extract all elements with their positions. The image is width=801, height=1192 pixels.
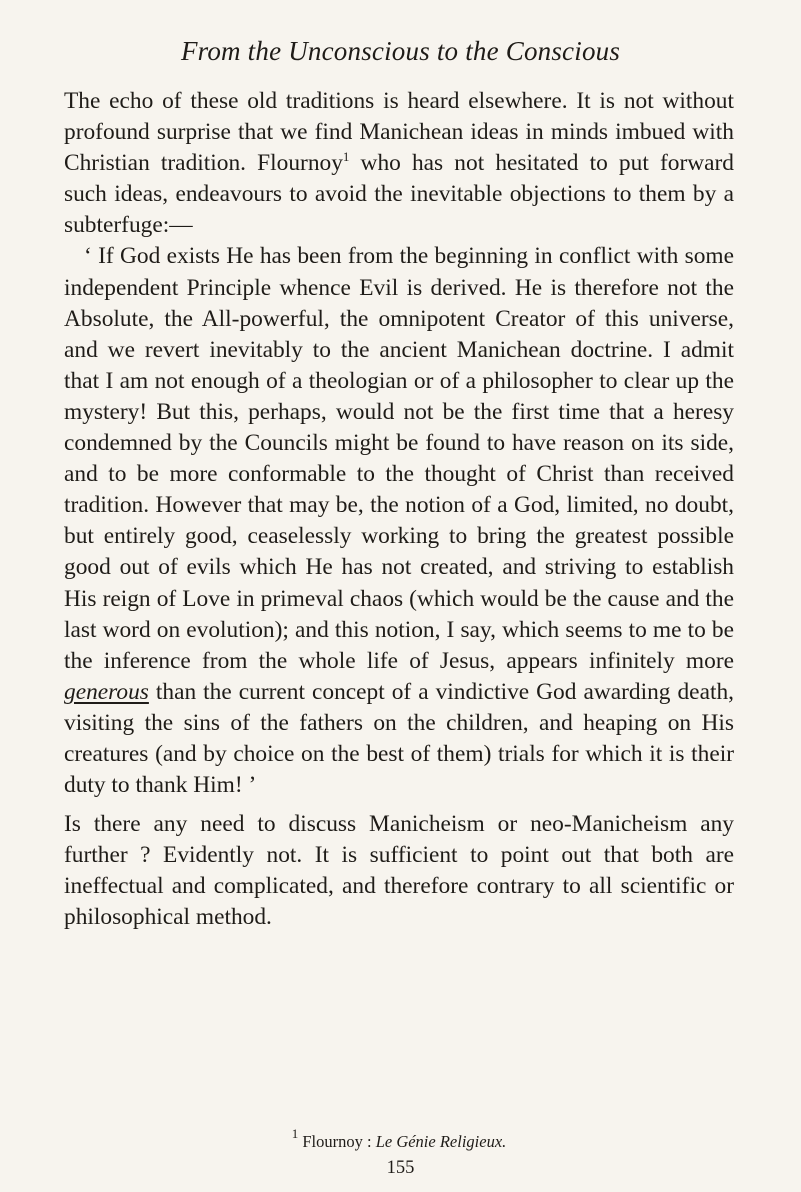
quotation-text-a: ‘ If God exists He has been from the beginning in conflict with some independent Principle whence Evil is derived. He is therefore not the Absolute, the All-powerful, the omnipotent Creator of this universe, and we revert inevitably to the ancient Manichean doctrine. I admit that I am not enough of a theologian or of a philosopher to clear up the mystery! But this, perhaps, would not be the first time that a heresy condemned by the Councils might be found to have reason on its side, and to be more conformable to the thought of Christ than received tradition. However that may be, the notion of a God, limited, no doubt, but entirely good, ceaselessly working to bring the greatest possible good out of evils which He has not created, and striving to establish His reign of Love in primeval chaos (which would be the cause and the last word on evolution); and this notion, I say, which seems to me to be the inference from the whole life of Jesus, appears infinitely more (64, 243, 734, 674)
page-number: 155 (386, 1158, 415, 1178)
paragraph-1 (64, 86, 734, 241)
footnote-reference: 1 (342, 149, 350, 165)
paragraph-1-text-b: who has not hesitated to put forward such ideas, endeavours to avoid the inevitable objections to them by a subterfuge:— (64, 150, 734, 239)
emphasized-word: generous (64, 678, 149, 705)
paragraph-2: Is there any need to discuss Manicheism or neo-Manicheism any further ? Evidently not. It is sufficient to point out that both are ineffectual and complicated, and therefore contrary to all scientific or philosophical method. (64, 811, 734, 931)
footnote-work-title: Le Génie Religieux. (375, 1132, 507, 1151)
quotation-paragraph (64, 241, 734, 801)
footnote (64, 1126, 734, 1152)
footnote-author: Flournoy : (298, 1132, 376, 1151)
footnote-marker: 1 (291, 1126, 299, 1141)
quotation-text-b: than the current concept of a vindictive God awarding death, visiting the sins of the fathers on the children, and heaping on His creatures (and by choice on the best of them) trials for which it is their duty to thank Him! ’ (64, 678, 734, 799)
body-text (64, 86, 734, 934)
paragraph-1-text-a: The echo of these old traditions is heard elsewhere. It is not without profound surprise that we find Manichean ideas in minds imbued with Christian tradition. Flournoy (64, 88, 734, 177)
running-head-title: From the Unconscious to the Conscious (180, 36, 621, 66)
